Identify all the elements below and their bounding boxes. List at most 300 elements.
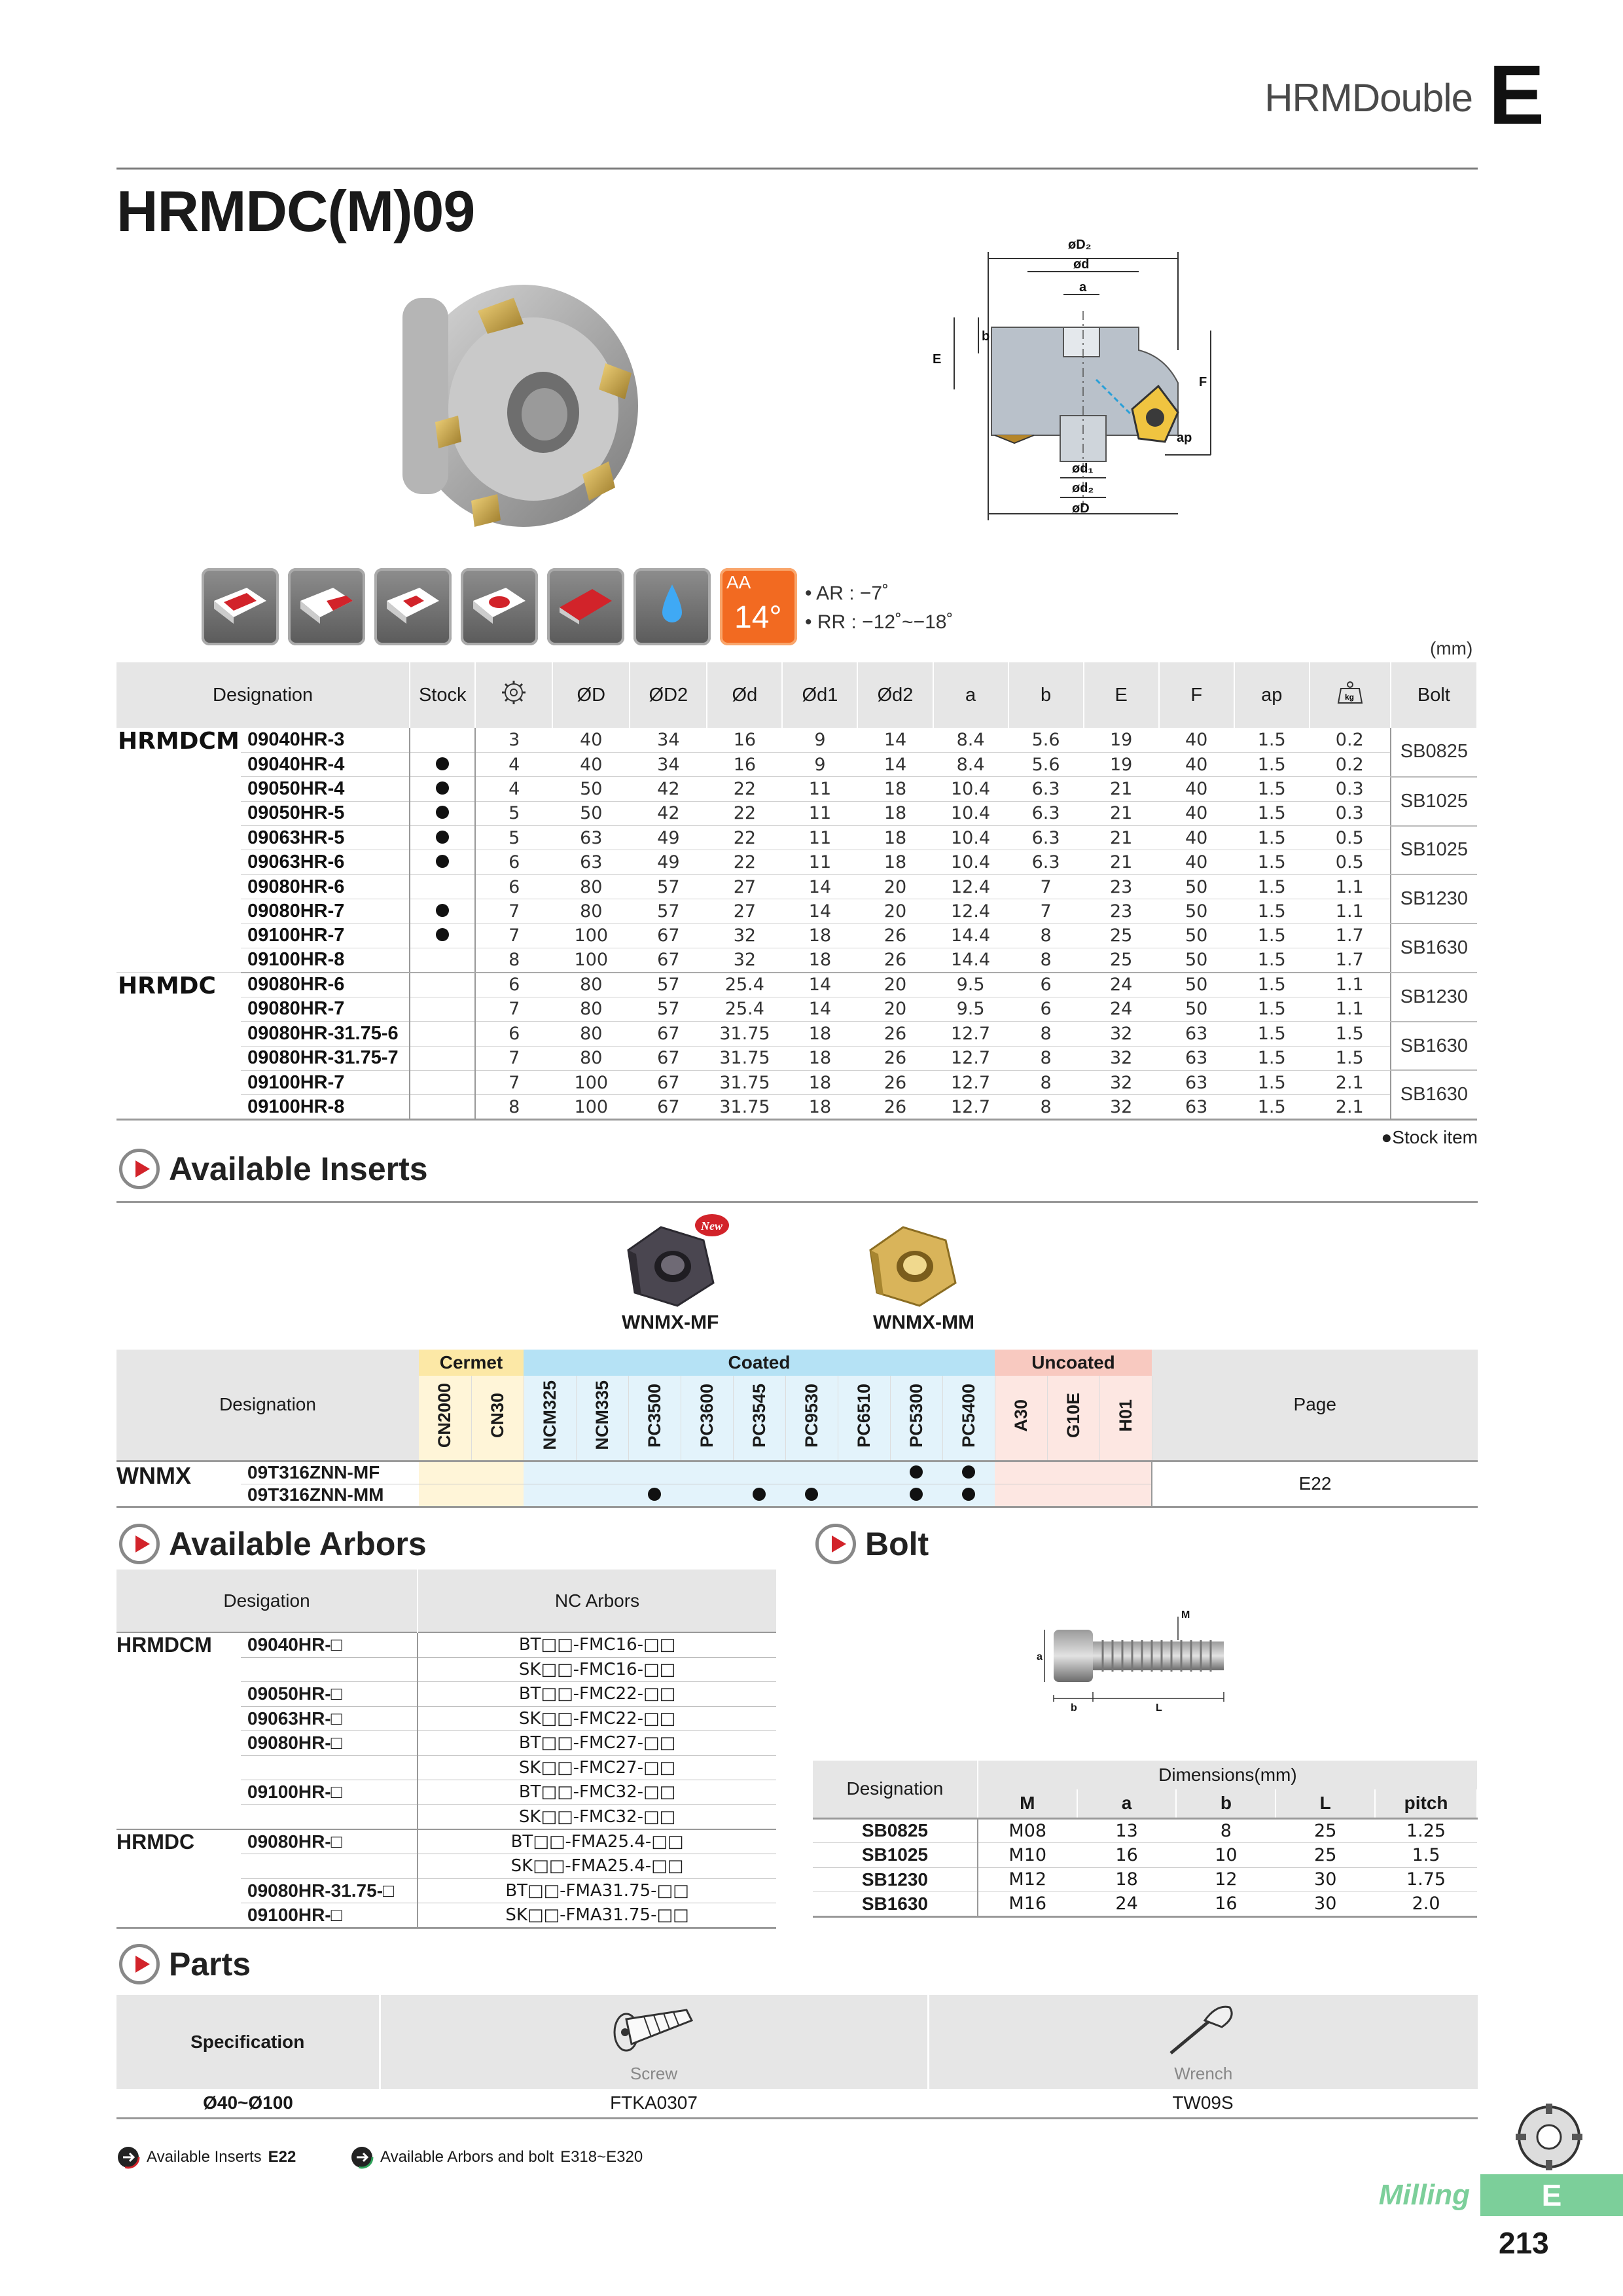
value-cell: 40 — [1159, 826, 1234, 850]
spec-row — [116, 801, 1477, 825]
grade-label: NCM335 — [592, 1380, 612, 1451]
value-cell: 14 — [782, 874, 857, 899]
arbor-cell: SK□□-FMC32-□□ — [418, 1804, 776, 1829]
value-cell: 27 — [707, 874, 782, 899]
value-cell: 50 — [1159, 948, 1234, 973]
value-cell: 1.5 — [1234, 997, 1310, 1021]
value-cell: 6 — [1008, 973, 1084, 997]
svg-text:kg: kg — [1344, 692, 1354, 702]
group-name: HRMDCM — [116, 728, 241, 973]
bolt-value: M08 — [978, 1818, 1077, 1843]
value-cell: 100 — [552, 948, 630, 973]
shoulder-milling-icon — [288, 568, 365, 645]
bolt-value: 30 — [1275, 1892, 1375, 1917]
grade-header — [785, 1376, 838, 1461]
inserts-heading — [119, 1149, 428, 1189]
value-cell: 6.3 — [1008, 777, 1084, 801]
value-cell: 5 — [475, 801, 552, 825]
spec-row — [116, 948, 1477, 973]
stock-cell — [410, 752, 475, 776]
screw-icon — [608, 2001, 700, 2060]
spec-row — [116, 777, 1477, 801]
group-uncoated: Uncoated — [995, 1350, 1152, 1376]
value-cell: 23 — [1084, 874, 1159, 899]
value-cell: 34 — [630, 728, 707, 752]
value-cell: 32 — [707, 948, 782, 973]
value-cell: 80 — [552, 1022, 630, 1046]
bolt-cell: SB0825 — [1391, 728, 1477, 777]
arbor-group — [116, 1755, 241, 1780]
ar-spec: • AR : −7˚ — [805, 583, 889, 604]
bolt-designation: SB1025 — [813, 1843, 978, 1868]
availability-dot-icon — [753, 1488, 766, 1501]
footer-link-arbors-ref: E318~E320 — [560, 2148, 643, 2166]
value-cell: 67 — [630, 1022, 707, 1046]
footer-link-arbors[interactable] — [350, 2145, 643, 2169]
stock-cell — [410, 801, 475, 825]
inserts-heading-text: Available Inserts — [169, 1151, 428, 1187]
grade-header — [471, 1376, 524, 1461]
value-cell: 9 — [782, 752, 857, 776]
value-cell: 18 — [782, 1095, 857, 1119]
col-D: ØD — [552, 662, 630, 728]
bolt-value: 18 — [1077, 1867, 1177, 1892]
value-cell: 31.75 — [707, 1022, 782, 1046]
stock-cell — [410, 874, 475, 899]
value-cell: 63 — [552, 850, 630, 874]
stock-cell — [410, 728, 475, 752]
stock-dot-icon — [436, 831, 449, 844]
group-name: HRMDC — [116, 973, 241, 1119]
value-cell: 10.4 — [933, 826, 1008, 850]
value-cell: 50 — [1159, 899, 1234, 924]
milling-cutter-icon — [1513, 2101, 1585, 2173]
grade-cell — [681, 1484, 733, 1507]
stock-cell — [410, 1022, 475, 1046]
availability-dot-icon — [962, 1488, 975, 1501]
availability-dot-icon — [805, 1488, 818, 1501]
stock-cell — [410, 1070, 475, 1094]
grade-cell — [733, 1484, 785, 1507]
value-cell: 1.1 — [1310, 973, 1391, 997]
grade-cell — [838, 1461, 890, 1484]
grade-cell — [995, 1461, 1047, 1484]
value-cell: 50 — [1159, 973, 1234, 997]
arbor-cell: BT□□-FMC32-□□ — [418, 1780, 776, 1805]
face-milling-icon — [202, 568, 279, 645]
value-cell: 1.5 — [1234, 801, 1310, 825]
value-cell: 5 — [475, 826, 552, 850]
value-cell: 6 — [1008, 997, 1084, 1021]
value-cell: 8 — [1008, 1022, 1084, 1046]
arbor-cell: SK□□-FMC27-□□ — [418, 1755, 776, 1780]
value-cell: 10.4 — [933, 801, 1008, 825]
bolt-cell: SB1230 — [1391, 874, 1477, 924]
stock-cell — [410, 924, 475, 948]
bolt-value: 10 — [1176, 1843, 1275, 1868]
value-cell: 50 — [1159, 997, 1234, 1021]
value-cell: 20 — [857, 874, 933, 899]
bolt-col: a — [1077, 1789, 1177, 1818]
value-cell: 1.5 — [1234, 924, 1310, 948]
stock-cell — [410, 948, 475, 973]
value-cell: 31.75 — [707, 1046, 782, 1070]
bolt-value: 30 — [1275, 1867, 1375, 1892]
spec-row — [116, 899, 1477, 924]
value-cell: 8 — [1008, 948, 1084, 973]
bolt-row — [813, 1892, 1477, 1917]
bolt-col-dims: Dimensions(mm) — [978, 1761, 1477, 1789]
weight-icon — [1337, 681, 1363, 704]
value-cell: 21 — [1084, 850, 1159, 874]
dim-d: ød — [1073, 257, 1090, 272]
stock-cell — [410, 1046, 475, 1070]
arbor-row — [116, 1878, 776, 1903]
insert-designation: 09T316ZNN-MM — [241, 1484, 419, 1507]
grade-cell — [1047, 1484, 1099, 1507]
availability-dot-icon — [962, 1465, 975, 1479]
bolt-col: pitch — [1375, 1789, 1477, 1818]
spec-row — [116, 728, 1477, 752]
designation-cell: 09050HR-4 — [241, 777, 410, 801]
value-cell: 1.5 — [1234, 874, 1310, 899]
arbor-group — [116, 1780, 241, 1805]
value-cell: 11 — [782, 850, 857, 874]
availability-dot-icon — [910, 1465, 923, 1479]
grade-cell — [785, 1461, 838, 1484]
value-cell: 1.1 — [1310, 899, 1391, 924]
value-cell: 26 — [857, 1022, 933, 1046]
dim-a: a — [1079, 280, 1087, 295]
arbor-group — [116, 1903, 241, 1928]
arbor-group — [116, 1706, 241, 1731]
arbor-designation: 09063HR-□ — [241, 1706, 418, 1731]
value-cell: 26 — [857, 1070, 933, 1094]
col-D2: ØD2 — [630, 662, 707, 728]
slot-milling-icon — [374, 568, 452, 645]
spec-row — [116, 1046, 1477, 1070]
value-cell: 16 — [707, 728, 782, 752]
arbor-group — [116, 1682, 241, 1707]
value-cell: 63 — [1159, 1070, 1234, 1094]
bolt-col-designation: Designation — [813, 1761, 978, 1818]
value-cell: 2.1 — [1310, 1095, 1391, 1119]
value-cell: 11 — [782, 777, 857, 801]
arbor-group — [116, 1657, 241, 1682]
bolt-cell: SB1025 — [1391, 777, 1477, 826]
designation-cell: 09100HR-7 — [241, 924, 410, 948]
grade-header — [838, 1376, 890, 1461]
value-cell: 50 — [1159, 874, 1234, 899]
bolt-drawing — [1021, 1604, 1257, 1721]
value-cell: 49 — [630, 850, 707, 874]
stock-cell — [410, 899, 475, 924]
value-cell: 11 — [782, 801, 857, 825]
dim-b: b — [982, 329, 990, 344]
value-cell: 1.5 — [1234, 1022, 1310, 1046]
value-cell: 34 — [630, 752, 707, 776]
bolt-dim-L: L — [1156, 1702, 1162, 1713]
gear-icon — [501, 679, 527, 706]
grade-label: PC6510 — [853, 1383, 874, 1448]
value-cell: 22 — [707, 801, 782, 825]
value-cell: 20 — [857, 973, 933, 997]
grade-cell — [628, 1484, 681, 1507]
bolt-value: 1.75 — [1375, 1867, 1477, 1892]
arbors-table — [116, 1570, 776, 1929]
value-cell: 14.4 — [933, 924, 1008, 948]
bolt-row — [813, 1843, 1477, 1868]
value-cell: 57 — [630, 899, 707, 924]
value-cell: 1.5 — [1234, 752, 1310, 776]
value-cell: 10.4 — [933, 777, 1008, 801]
dim-ap: ap — [1177, 431, 1192, 445]
grade-label: G10E — [1063, 1393, 1083, 1439]
value-cell: 67 — [630, 948, 707, 973]
value-cell: 67 — [630, 1095, 707, 1119]
section-letter: E — [1488, 48, 1544, 142]
grade-label: PC5300 — [906, 1383, 926, 1448]
value-cell: 40 — [552, 752, 630, 776]
value-cell: 1.5 — [1234, 826, 1310, 850]
designation-cell: 09080HR-31.75-7 — [241, 1046, 410, 1070]
value-cell: 6.3 — [1008, 850, 1084, 874]
value-cell: 1.5 — [1310, 1046, 1391, 1070]
grade-cell — [890, 1484, 942, 1507]
value-cell: 100 — [552, 1070, 630, 1094]
designation-cell: 09080HR-7 — [241, 899, 410, 924]
parts-table — [116, 1995, 1478, 2119]
page-number: 213 — [1499, 2226, 1549, 2260]
grade-label: PC3600 — [696, 1383, 717, 1448]
arbor-row — [116, 1632, 776, 1657]
value-cell: 18 — [782, 924, 857, 948]
value-cell: 18 — [857, 826, 933, 850]
section-tab: E — [1480, 2174, 1623, 2216]
arbor-designation — [241, 1854, 418, 1879]
bolt-value: 24 — [1077, 1892, 1177, 1917]
value-cell: 9 — [782, 728, 857, 752]
value-cell: 1.5 — [1234, 1070, 1310, 1094]
value-cell: 80 — [552, 874, 630, 899]
insert-designation: 09T316ZNN-MF — [241, 1461, 419, 1484]
insert-page-ref[interactable]: E22 — [1152, 1461, 1478, 1507]
bolt-col: M — [978, 1789, 1077, 1818]
grade-header — [942, 1376, 995, 1461]
designation-cell: 09100HR-8 — [241, 948, 410, 973]
availability-dot-icon — [648, 1488, 661, 1501]
col-bolt: Bolt — [1391, 662, 1477, 728]
designation-cell: 09080HR-6 — [241, 874, 410, 899]
value-cell: 12.7 — [933, 1046, 1008, 1070]
arbor-row — [116, 1682, 776, 1707]
insert-family: WNMX — [116, 1461, 241, 1507]
aa-label: AA — [726, 572, 751, 592]
screw-label: Screw — [630, 2063, 678, 2083]
value-cell: 1.1 — [1310, 874, 1391, 899]
value-cell: 25 — [1084, 948, 1159, 973]
wrench-label: Wrench — [1174, 2063, 1233, 2083]
arbor-row — [116, 1657, 776, 1682]
value-cell: 18 — [782, 1046, 857, 1070]
value-cell: 25.4 — [707, 997, 782, 1021]
grade-cell — [733, 1461, 785, 1484]
value-cell: 8 — [1008, 924, 1084, 948]
value-cell: 32 — [1084, 1046, 1159, 1070]
value-cell: 6 — [475, 850, 552, 874]
value-cell: 18 — [782, 948, 857, 973]
col-designation: Designation — [116, 662, 410, 728]
stock-cell — [410, 850, 475, 874]
bolt-value: 25 — [1275, 1818, 1375, 1843]
value-cell: 14 — [857, 728, 933, 752]
value-cell: 10.4 — [933, 850, 1008, 874]
bolt-designation: SB1230 — [813, 1867, 978, 1892]
arbor-row — [116, 1780, 776, 1805]
arbor-designation: 09050HR-□ — [241, 1682, 418, 1707]
inserts-col-page: Page — [1152, 1350, 1478, 1461]
value-cell: 14 — [857, 752, 933, 776]
grade-cell — [681, 1461, 733, 1484]
group-cermet: Cermet — [419, 1350, 524, 1376]
bolt-table — [813, 1761, 1478, 1918]
aa-value: 14° — [734, 600, 782, 635]
grade-header — [419, 1376, 471, 1461]
arbor-cell: BT□□-FMA25.4-□□ — [418, 1829, 776, 1854]
stock-cell — [410, 973, 475, 997]
value-cell: 50 — [1159, 924, 1234, 948]
series-title: HRMDouble — [1264, 76, 1472, 120]
arbor-designation: 09080HR-□ — [241, 1829, 418, 1854]
value-cell: 18 — [857, 801, 933, 825]
value-cell: 21 — [1084, 801, 1159, 825]
arbor-designation: 09100HR-□ — [241, 1780, 418, 1805]
grade-cell — [1099, 1461, 1152, 1484]
value-cell: 26 — [857, 1095, 933, 1119]
grade-cell — [1099, 1484, 1152, 1507]
bolt-dim-M: M — [1181, 1609, 1190, 1621]
value-cell: 25 — [1084, 924, 1159, 948]
pocket-milling-icon — [461, 568, 538, 645]
grade-cell — [890, 1461, 942, 1484]
grade-cell — [471, 1461, 524, 1484]
parts-screw-cell — [380, 1995, 928, 2089]
arbor-group — [116, 1854, 241, 1879]
arbor-row — [116, 1731, 776, 1756]
value-cell: 20 — [857, 899, 933, 924]
dim-d1: ød₁ — [1072, 461, 1094, 476]
bolt-value: 8 — [1176, 1818, 1275, 1843]
arbors-col-designation: Desigation — [116, 1570, 418, 1632]
value-cell: 12.7 — [933, 1070, 1008, 1094]
value-cell: 18 — [782, 1022, 857, 1046]
value-cell: 0.3 — [1310, 801, 1391, 825]
value-cell: 1.7 — [1310, 924, 1391, 948]
value-cell: 9.5 — [933, 997, 1008, 1021]
value-cell: 2.1 — [1310, 1070, 1391, 1094]
value-cell: 19 — [1084, 752, 1159, 776]
bolt-value: 1.5 — [1375, 1843, 1477, 1868]
value-cell: 18 — [857, 850, 933, 874]
value-cell: 14 — [782, 899, 857, 924]
spec-row — [116, 826, 1477, 850]
arbor-cell: BT□□-FMC27-□□ — [418, 1731, 776, 1756]
cutter-drawing — [916, 232, 1283, 524]
value-cell: 27 — [707, 899, 782, 924]
value-cell: 1.5 — [1234, 1095, 1310, 1119]
value-cell: 63 — [552, 826, 630, 850]
designation-cell: 09100HR-8 — [241, 1095, 410, 1119]
value-cell: 5.6 — [1008, 728, 1084, 752]
col-d2: Ød2 — [857, 662, 933, 728]
col-b: b — [1008, 662, 1084, 728]
bolt-value: 2.0 — [1375, 1892, 1477, 1917]
designation-cell: 09063HR-6 — [241, 850, 410, 874]
value-cell: 14 — [782, 973, 857, 997]
grade-cell — [524, 1484, 576, 1507]
value-cell: 80 — [552, 997, 630, 1021]
arbor-cell: BT□□-FMC22-□□ — [418, 1682, 776, 1707]
grade-header — [681, 1376, 733, 1461]
value-cell: 40 — [1159, 728, 1234, 752]
bolt-cell: SB1025 — [1391, 826, 1477, 875]
spec-row — [116, 874, 1477, 899]
axial-angle-badge — [720, 568, 797, 645]
spec-row — [116, 1022, 1477, 1046]
value-cell: 80 — [552, 899, 630, 924]
value-cell: 100 — [552, 924, 630, 948]
spec-row — [116, 850, 1477, 874]
header-rule — [116, 168, 1478, 170]
bolt-value: 25 — [1275, 1843, 1375, 1868]
unit-label: (mm) — [1430, 638, 1473, 658]
insert-mm-image — [857, 1211, 975, 1312]
grade-cell — [576, 1461, 628, 1484]
footer-link-inserts[interactable] — [116, 2145, 296, 2169]
value-cell: 19 — [1084, 728, 1159, 752]
value-cell: 40 — [1159, 801, 1234, 825]
arbors-heading — [119, 1524, 427, 1564]
play-icon — [815, 1524, 856, 1564]
value-cell: 32 — [1084, 1022, 1159, 1046]
grade-cell — [576, 1484, 628, 1507]
insert-mf-image — [615, 1211, 740, 1312]
grade-header — [628, 1376, 681, 1461]
value-cell: 49 — [630, 826, 707, 850]
footer-link-inserts-text: Available Inserts — [147, 2148, 262, 2166]
value-cell: 42 — [630, 777, 707, 801]
footer-link-inserts-ref: E22 — [268, 2148, 296, 2166]
grade-cell — [419, 1484, 471, 1507]
value-cell: 1.5 — [1234, 899, 1310, 924]
value-cell: 7 — [475, 997, 552, 1021]
arbor-row — [116, 1755, 776, 1780]
value-cell: 63 — [1159, 1046, 1234, 1070]
value-cell: 7 — [475, 899, 552, 924]
bolt-value: 16 — [1176, 1892, 1275, 1917]
spec-row — [116, 997, 1477, 1021]
grade-label: CN30 — [487, 1393, 507, 1439]
value-cell: 6 — [475, 874, 552, 899]
grade-cell — [942, 1484, 995, 1507]
value-cell: 21 — [1084, 777, 1159, 801]
value-cell: 100 — [552, 1095, 630, 1119]
grade-header — [1047, 1376, 1099, 1461]
value-cell: 67 — [630, 1046, 707, 1070]
grade-header — [733, 1376, 785, 1461]
value-cell: 63 — [1159, 1022, 1234, 1046]
value-cell: 80 — [552, 1046, 630, 1070]
